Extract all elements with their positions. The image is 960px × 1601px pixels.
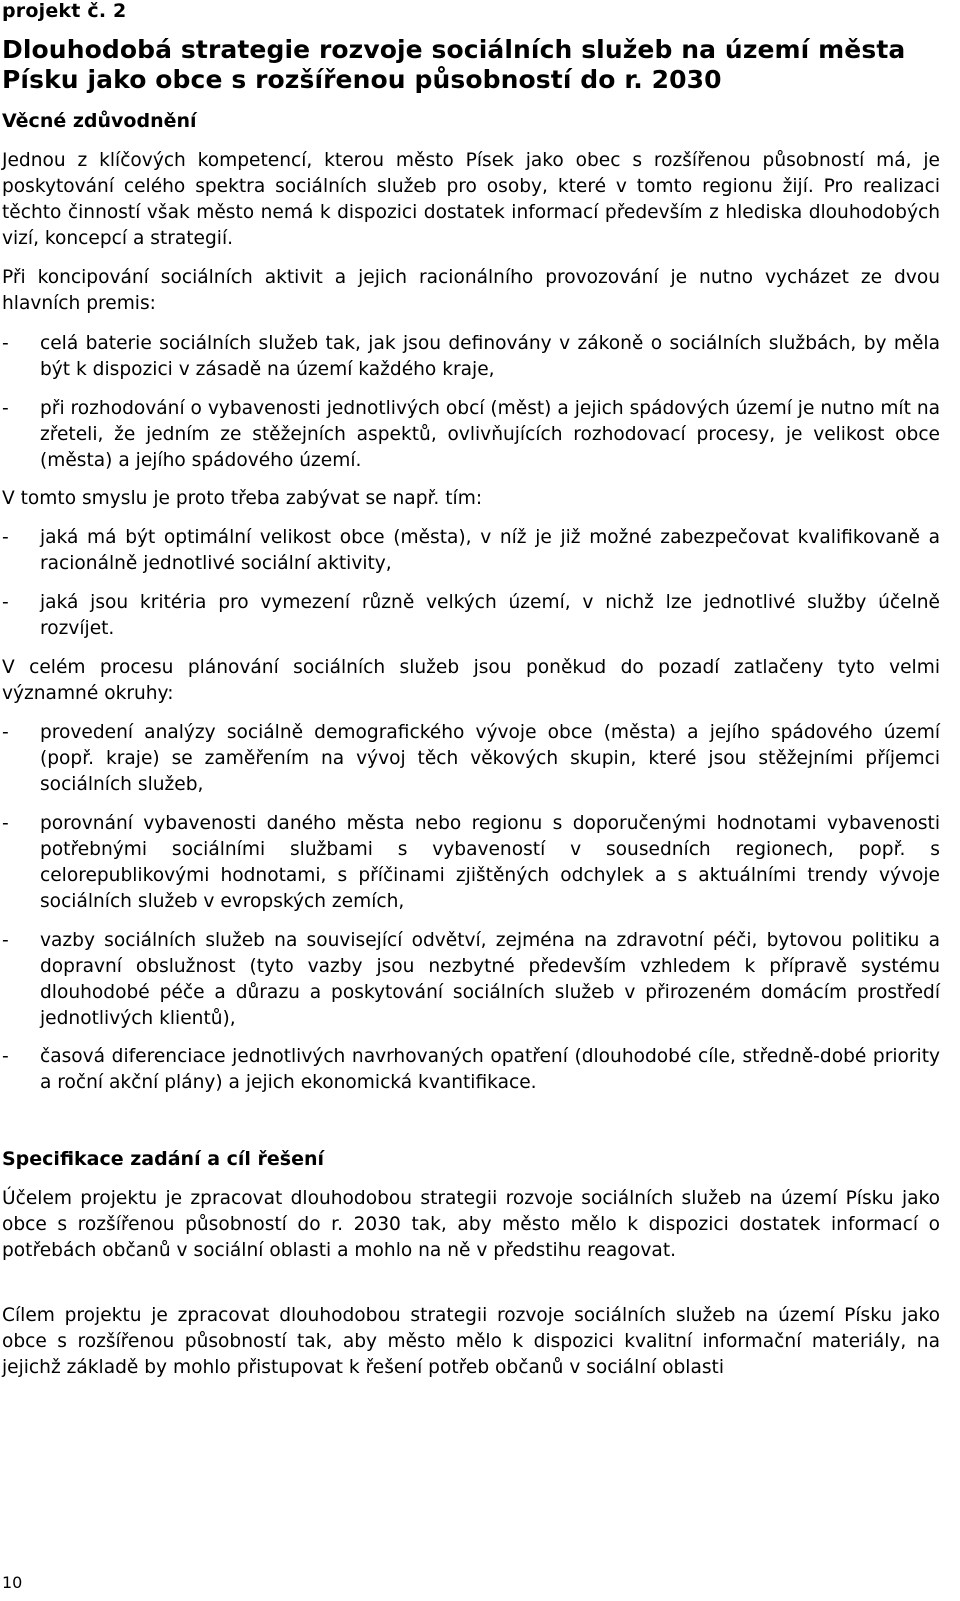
bullet-dash: - — [2, 527, 9, 548]
paragraph-intro: Jednou z klíčových kompetencí, kterou město Písek jako obec s rozšířenou působností má, je poskytování celého spektra sociálních služeb pro osoby, které v tomto regionu žijí. Pro realizaci těchto činností však město nemá k dispozici dostatek informací především z hlediska dlouhodobých vizí, koncepcí a strategií. — [2, 150, 940, 249]
list-item — [2, 928, 940, 1032]
paragraph-questions-intro: V tomto smyslu je proto třeba zabývat se např. tím: — [2, 488, 483, 509]
bullet-dash: - — [2, 722, 9, 743]
list-item — [2, 396, 940, 474]
list-item-text: jaká má být optimální velikost obce (města), v níž je již možné zabezpečovat kvalifikovaně a racionálně jednotlivé sociální aktivity, — [40, 527, 940, 574]
list-item — [2, 1044, 940, 1096]
bullet-dash: - — [2, 592, 9, 613]
document-title: Dlouhodobá strategie rozvoje sociálních služeb na území města Písku jako obce s rozšířenou působností do r. 2030 — [2, 35, 906, 94]
paragraph-areas-intro: V celém procesu plánování sociálních služeb jsou poněkud do pozadí zatlačeny tyto velmi významné okruhy: — [2, 657, 940, 704]
section-heading-justification: Věcné zdůvodnění — [2, 110, 197, 132]
bullet-dash: - — [2, 333, 9, 354]
bullet-dash: - — [2, 930, 9, 951]
list-item-text: jaká jsou kritéria pro vymezení různě velkých území, v nichž lze jednotlivé služby účelně rozvíjet. — [40, 592, 940, 639]
list-item — [2, 525, 940, 577]
paragraph-purpose: Účelem projektu je zpracovat dlouhodobou strategii rozvoje sociálních služeb na území Písku jako obce s rozšířenou působností do r. 2030 tak, aby město mělo k dispozici dostatek informací o potřebách občanů v sociální oblasti a mohlo na ně v předstihu reagovat. — [2, 1188, 940, 1261]
paragraph-premises-intro: Při koncipování sociálních aktivit a jejich racionálního provozování je nutno vycházet ze dvou hlavních premis: — [2, 267, 940, 314]
project-label: projekt č. 2 — [2, 0, 127, 22]
section-heading-specification: Specifikace zadání a cíl řešení — [2, 1148, 325, 1170]
bullet-dash: - — [2, 398, 9, 419]
list-item-text: celá baterie sociálních služeb tak, jak jsou definovány v zákoně o sociálních službách, by měla být k dispozici v zásadě na území každého kraje, — [40, 333, 940, 380]
list-item-text: vazby sociálních služeb na související odvětví, zejména na zdravotní péči, bytovou politiku a dopravní obslužnost (tyto vazby jsou nezbytné především vzhledem k přípravě systému dlouhodobé péče a důrazu a poskytování sociálních služeb v přirozeném domácím prostředí jednotlivých klientů), — [40, 930, 940, 1029]
list-item — [2, 590, 940, 642]
bullet-dash: - — [2, 813, 9, 834]
paragraph-goal: Cílem projektu je zpracovat dlouhodobou strategii rozvoje sociálních služeb na území Písku jako obce s rozšířenou působností tak, aby město mělo k dispozici kvalitní informační materiály, na jejichž základě by mohlo přistupovat k řešení potřeb občanů v sociální oblasti — [2, 1305, 940, 1378]
list-item-text: při rozhodování o vybavenosti jednotlivých obcí (měst) a jejich spádových území je nutno mít na zřeteli, že jedním ze stěžejních aspektů, ovlivňujících rozhodovací procesy, je velikost obce (města) a jejího spádového území. — [40, 398, 940, 471]
list-item — [2, 331, 940, 383]
list-item-text: porovnání vybavenosti daného města nebo regionu s doporučenými hodnotami vybavenosti potřebnými sociálními službami s vybaveností v sousedních regionech, popř. s celorepublikovými hodnotami, s příčinami zjištěných odchylek a s aktuálními trendy vývoje sociálních služeb v evropských zemích, — [40, 813, 940, 912]
page-number: 10 — [2, 1573, 23, 1592]
list-item-text: provedení analýzy sociálně demografického vývoje obce (města) a jejího spádového území (popř. kraje) se zaměřením na vývoj těch věkových skupin, které jsou stěžejními příjemci sociálních služeb, — [40, 722, 940, 795]
list-item — [2, 811, 940, 915]
bullet-dash: - — [2, 1046, 9, 1067]
list-item — [2, 720, 940, 798]
list-item-text: časová diferenciace jednotlivých navrhovaných opatření (dlouhodobé cíle, středně-dobé priority a roční akční plány) a jejich ekonomická kvantifikace. — [40, 1046, 940, 1093]
